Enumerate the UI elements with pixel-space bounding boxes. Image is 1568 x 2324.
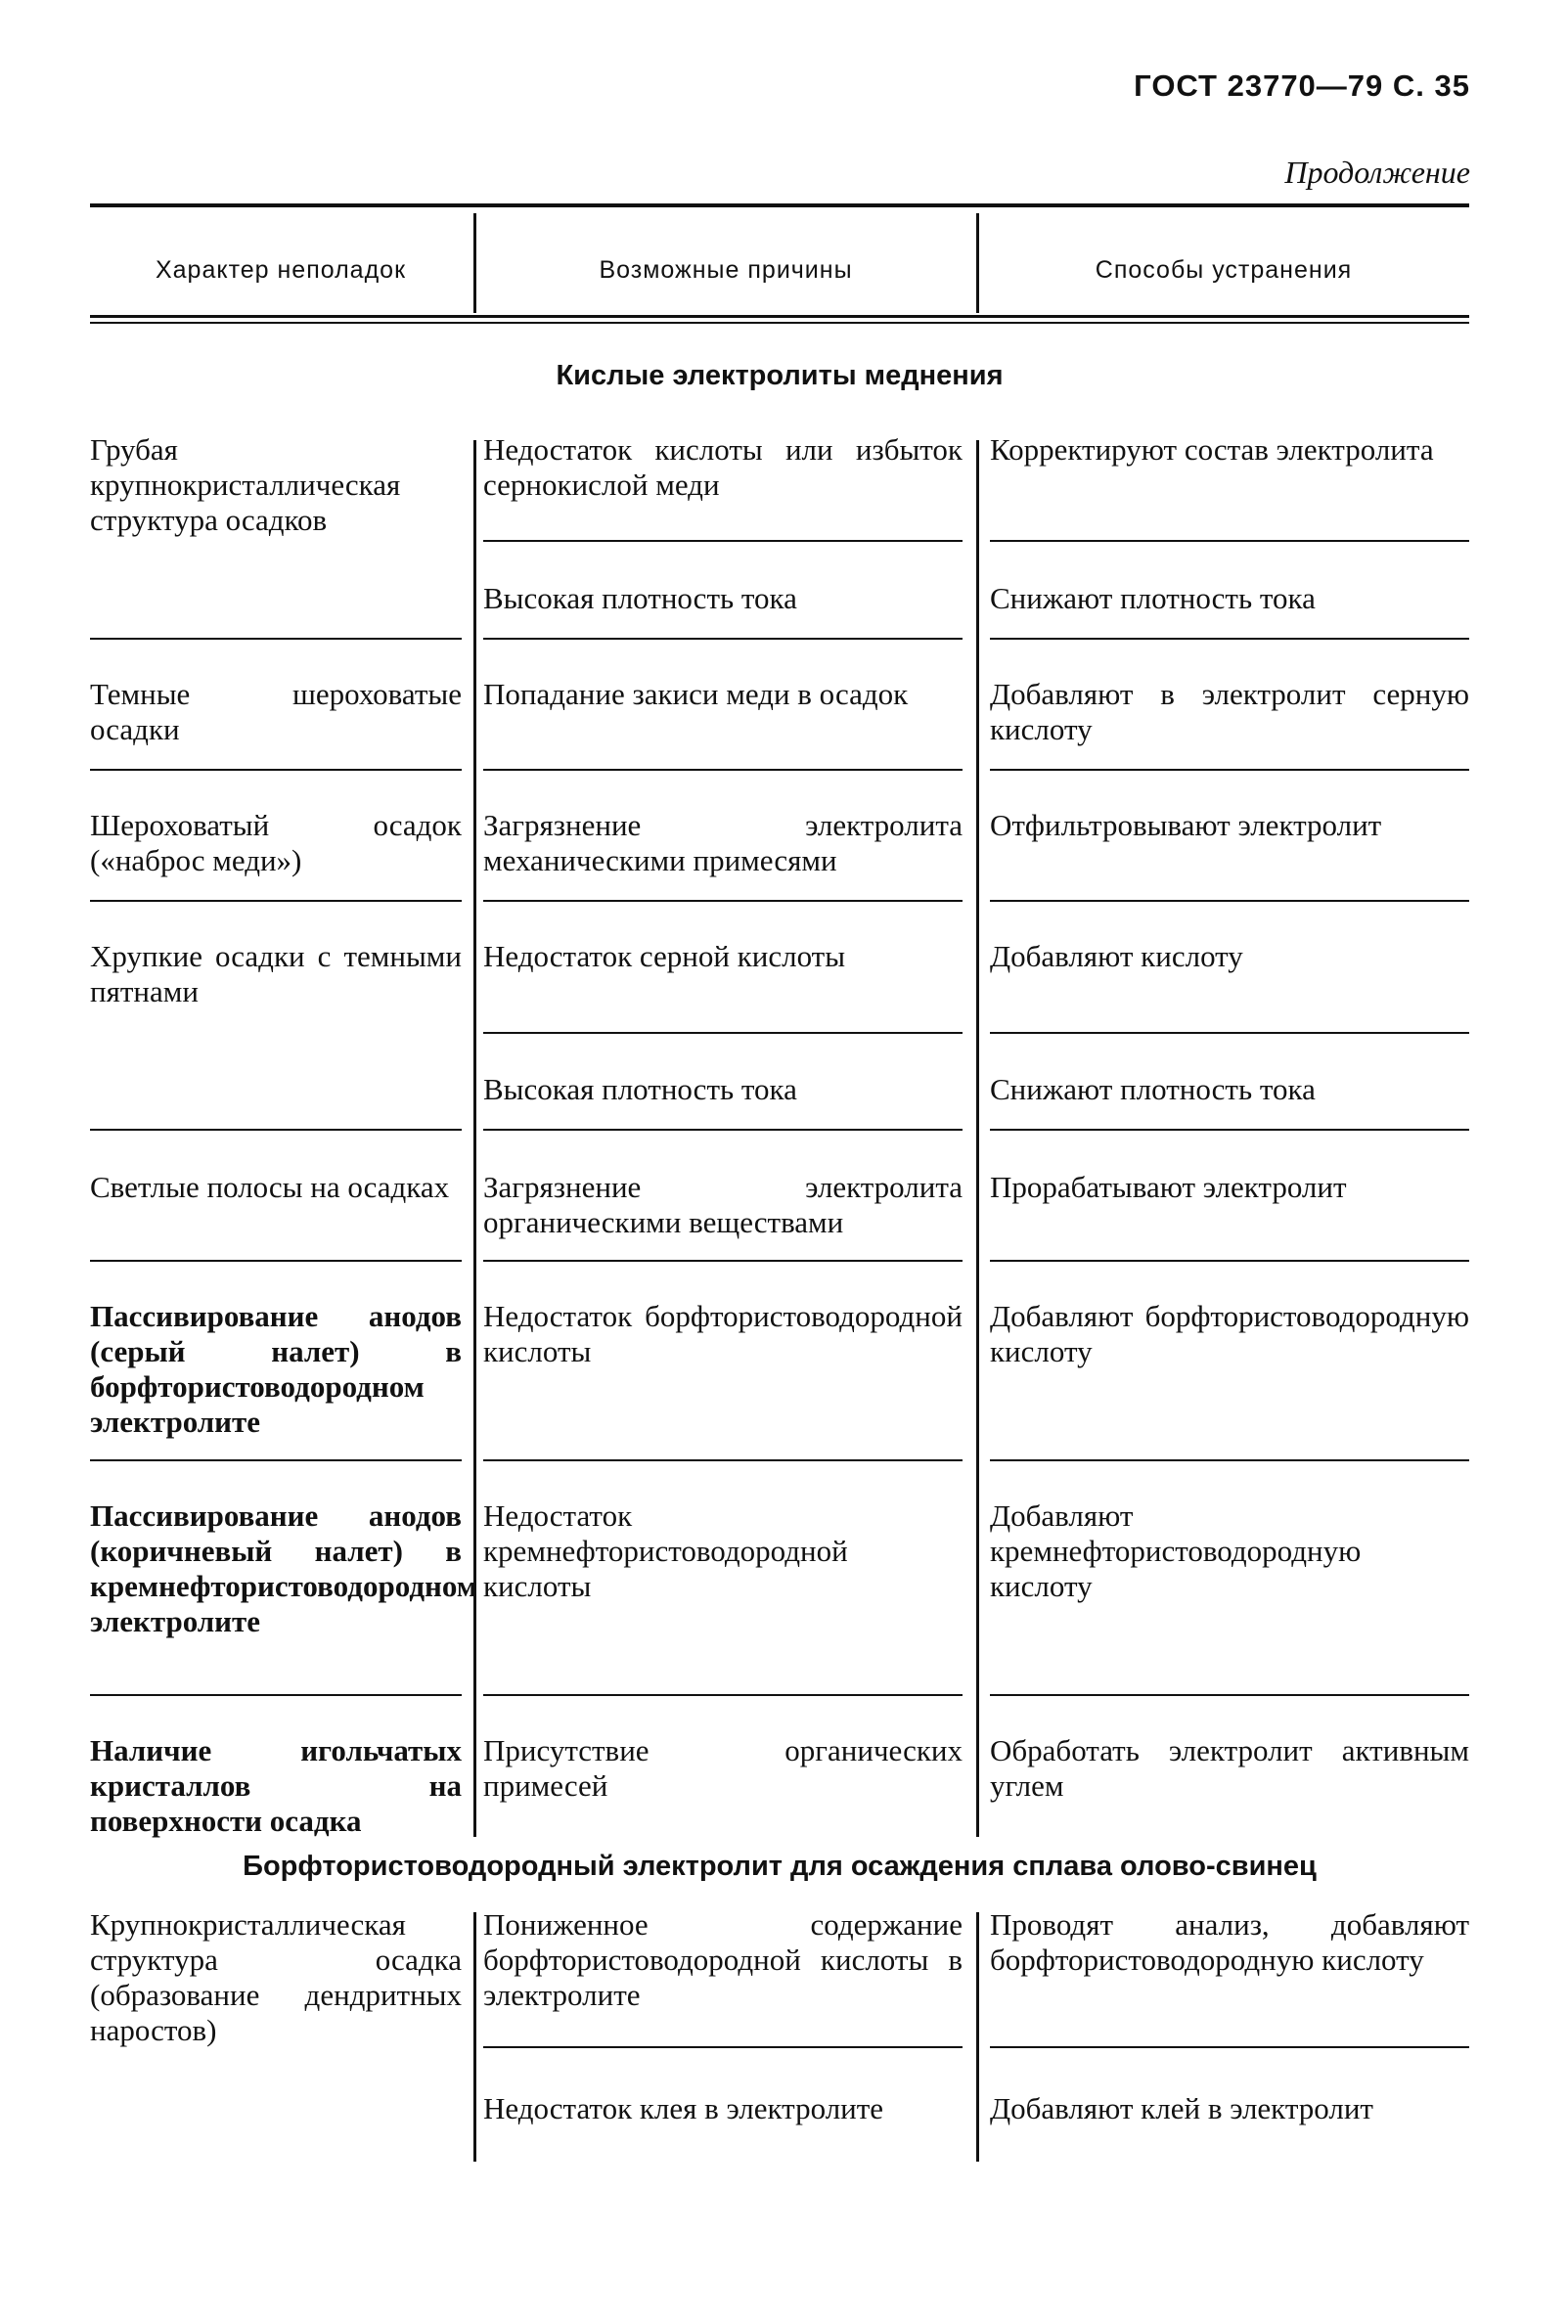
row-rule — [483, 1129, 963, 1131]
page-header-reference: ГОСТ 23770—79 С. 35 — [1134, 68, 1470, 103]
column-divider-2 — [976, 1912, 979, 2162]
fault-cell: Шероховатый осадок («наброс меди») — [90, 808, 462, 877]
fault-cell: Грубая крупнокристаллическая структура осадков — [90, 432, 401, 537]
row-rule — [90, 1459, 462, 1461]
remedy-cell: Прорабатывают электролит — [990, 1170, 1347, 1204]
remedy-cell: Добавляют борфтористоводородную кислоту — [990, 1299, 1469, 1368]
row-rule — [90, 1694, 462, 1696]
remedy-cell: Корректируют состав электролита — [990, 432, 1434, 467]
row-rule — [90, 900, 462, 902]
row-rule — [990, 1459, 1469, 1461]
cause-cell: Присутствие органических примесей — [483, 1733, 963, 1803]
row-rule — [483, 1260, 963, 1262]
remedy-cell: Отфильтровывают электролит — [990, 808, 1382, 842]
cause-cell: Загрязнение электролита органическими веществами — [483, 1170, 963, 1239]
section-title-acid-copper: Кислые электролиты меднения — [556, 360, 1004, 391]
header-bottom-rule-double — [90, 322, 1469, 324]
remedy-cell: Снижают плотность тока — [990, 1072, 1316, 1106]
column-header-cause: Возможные причины — [599, 256, 853, 284]
fault-cell: Крупнокристаллическая структура осадка (образование дендритных наростов) — [90, 1907, 462, 2047]
row-rule — [483, 2046, 963, 2048]
row-rule — [990, 900, 1469, 902]
remedy-cell: Добавляют кремнефтористоводородную кислоту — [990, 1498, 1362, 1603]
row-rule — [990, 638, 1469, 640]
cause-cell: Недостаток кислоты или избыток сернокислой меди — [483, 432, 963, 502]
cause-cell: Загрязнение электролита механическими примесями — [483, 808, 963, 877]
fault-cell: Пассивирование анодов (коричневый налет) в кремнефтористоводородном электролите — [90, 1498, 477, 1638]
row-rule — [483, 1694, 963, 1696]
section-title-tin-lead: Борфтористоводородный электролит для осаждения сплава олово-свинец — [243, 1851, 1317, 1882]
column-divider-1 — [473, 440, 476, 1837]
cause-cell: Недостаток серной кислоты — [483, 939, 846, 973]
row-rule — [90, 638, 462, 640]
header-bottom-rule — [90, 315, 1469, 318]
remedy-cell: Проводят анализ, добавляют борфтористоводородную кислоту — [990, 1907, 1469, 1977]
row-rule — [483, 900, 963, 902]
column-header-fault: Характер неполадок — [155, 256, 407, 284]
row-rule — [483, 638, 963, 640]
row-rule — [90, 1129, 462, 1131]
fault-cell: Светлые полосы на осадках — [90, 1170, 450, 1204]
cause-cell: Попадание закиси меди в осадок — [483, 677, 909, 711]
row-rule — [483, 769, 963, 771]
fault-cell: Темные шероховатые осадки — [90, 677, 462, 746]
row-rule — [990, 1260, 1469, 1262]
row-rule — [990, 540, 1469, 542]
continuation-label: Продолжение — [1284, 155, 1470, 190]
remedy-cell: Добавляют кислоту — [990, 939, 1243, 973]
column-divider-1 — [473, 1912, 476, 2162]
remedy-cell: Добавляют в электролит серную кислоту — [990, 677, 1469, 746]
remedy-cell: Снижают плотность тока — [990, 581, 1316, 615]
row-rule — [990, 1129, 1469, 1131]
table-top-rule — [90, 203, 1469, 207]
row-rule — [483, 540, 963, 542]
cause-cell: Высокая плотность тока — [483, 581, 797, 615]
cause-cell: Недостаток кремнефтористоводородной кислоты — [483, 1498, 848, 1603]
cause-cell: Недостаток клея в электролите — [483, 2091, 884, 2125]
cause-cell: Высокая плотность тока — [483, 1072, 797, 1106]
remedy-cell: Обработать электролит активным углем — [990, 1733, 1469, 1803]
cause-cell: Пониженное содержание борфтористоводородной кислоты в электролите — [483, 1907, 963, 2012]
row-rule — [990, 2046, 1469, 2048]
column-divider-2 — [976, 440, 979, 1837]
row-rule — [483, 1459, 963, 1461]
row-rule — [990, 1694, 1469, 1696]
cause-cell: Недостаток борфтористоводородной кислоты — [483, 1299, 963, 1368]
fault-cell: Наличие игольчатых кристаллов на поверхности осадка — [90, 1733, 462, 1838]
fault-cell: Хрупкие осадки с темными пятнами — [90, 939, 462, 1008]
row-rule — [990, 769, 1469, 771]
remedy-cell: Добавляют клей в электролит — [990, 2091, 1373, 2125]
row-rule — [483, 1032, 963, 1034]
row-rule — [90, 1260, 462, 1262]
row-rule — [990, 1032, 1469, 1034]
fault-cell: Пассивирование анодов (серый налет) в борфтористоводородном электролите — [90, 1299, 462, 1439]
column-header-remedy: Способы устранения — [1095, 256, 1353, 284]
row-rule — [90, 769, 462, 771]
